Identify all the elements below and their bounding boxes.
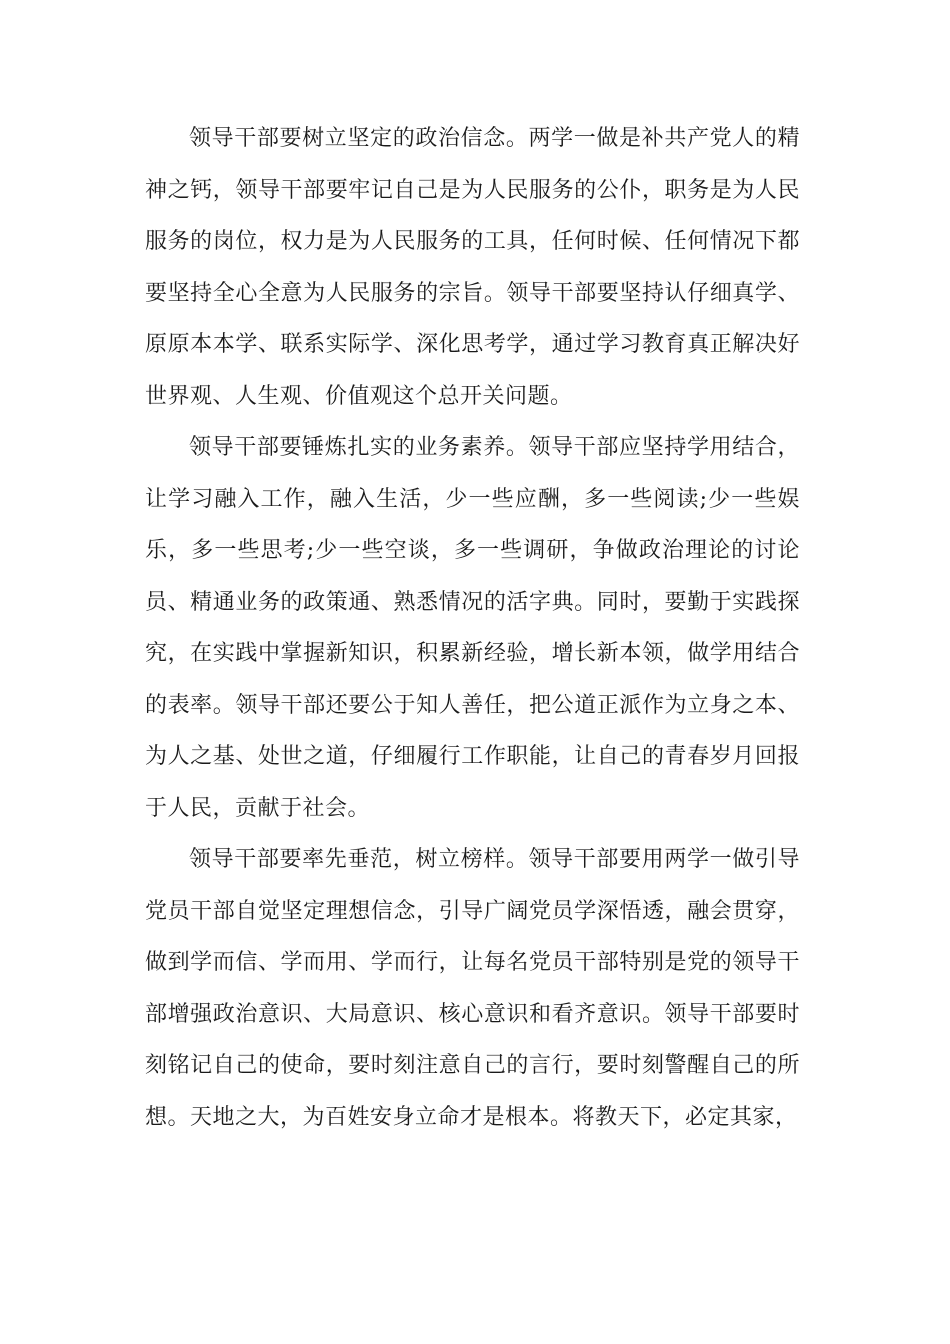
document-body bbox=[145, 113, 800, 1143]
paragraph-professional-quality: 领导干部要锤炼扎实的业务素养。领导干部应坚持学用结合，让学习融入工作，融入生活，少一些应酬，多一些阅读;少一些娱乐，多一些思考;少一些空谈，多一些调研，争做政治理论的讨论员、精通业务的政策通、熟悉情况的活字典。同时，要勤于实践探究，在实践中掌握新知识，积累新经验，增长新本领，做学用结合的表率。领导干部还要公于知人善任，把公道正派作为立身之本、为人之基、处世之道，仔细履行工作职能，让自己的青春岁月回报于人民，贡献于社会。 bbox=[145, 435, 800, 821]
paragraph-political-belief: 领导干部要树立坚定的政治信念。两学一做是补共产党人的精神之钙，领导干部要牢记自己是为人民服务的公仆，职务是为人民服务的岗位，权力是为人民服务的工具，任何时候、任何情况下都要坚持全心全意为人民服务的宗旨。领导干部要坚持认仔细真学、原原本本学、联系实际学、深化思考学，通过学习教育真正解决好世界观、人生观、价值观这个总开关问题。 bbox=[145, 126, 800, 409]
paragraph-lead-by-example: 领导干部要率先垂范，树立榜样。领导干部要用两学一做引导党员干部自觉坚定理想信念，引导广阔党员学深悟透，融会贯穿，做到学而信、学而用、学而行，让每名党员干部特别是党的领导干部增强政治意识、大局意识、核心意识和看齐意识。领导干部要时刻铭记自己的使命，要时刻注意自己的言行，要时刻警醒自己的所想。天地之大，为百姓安身立命才是根本。将教天下，必定其家， bbox=[145, 847, 800, 1130]
